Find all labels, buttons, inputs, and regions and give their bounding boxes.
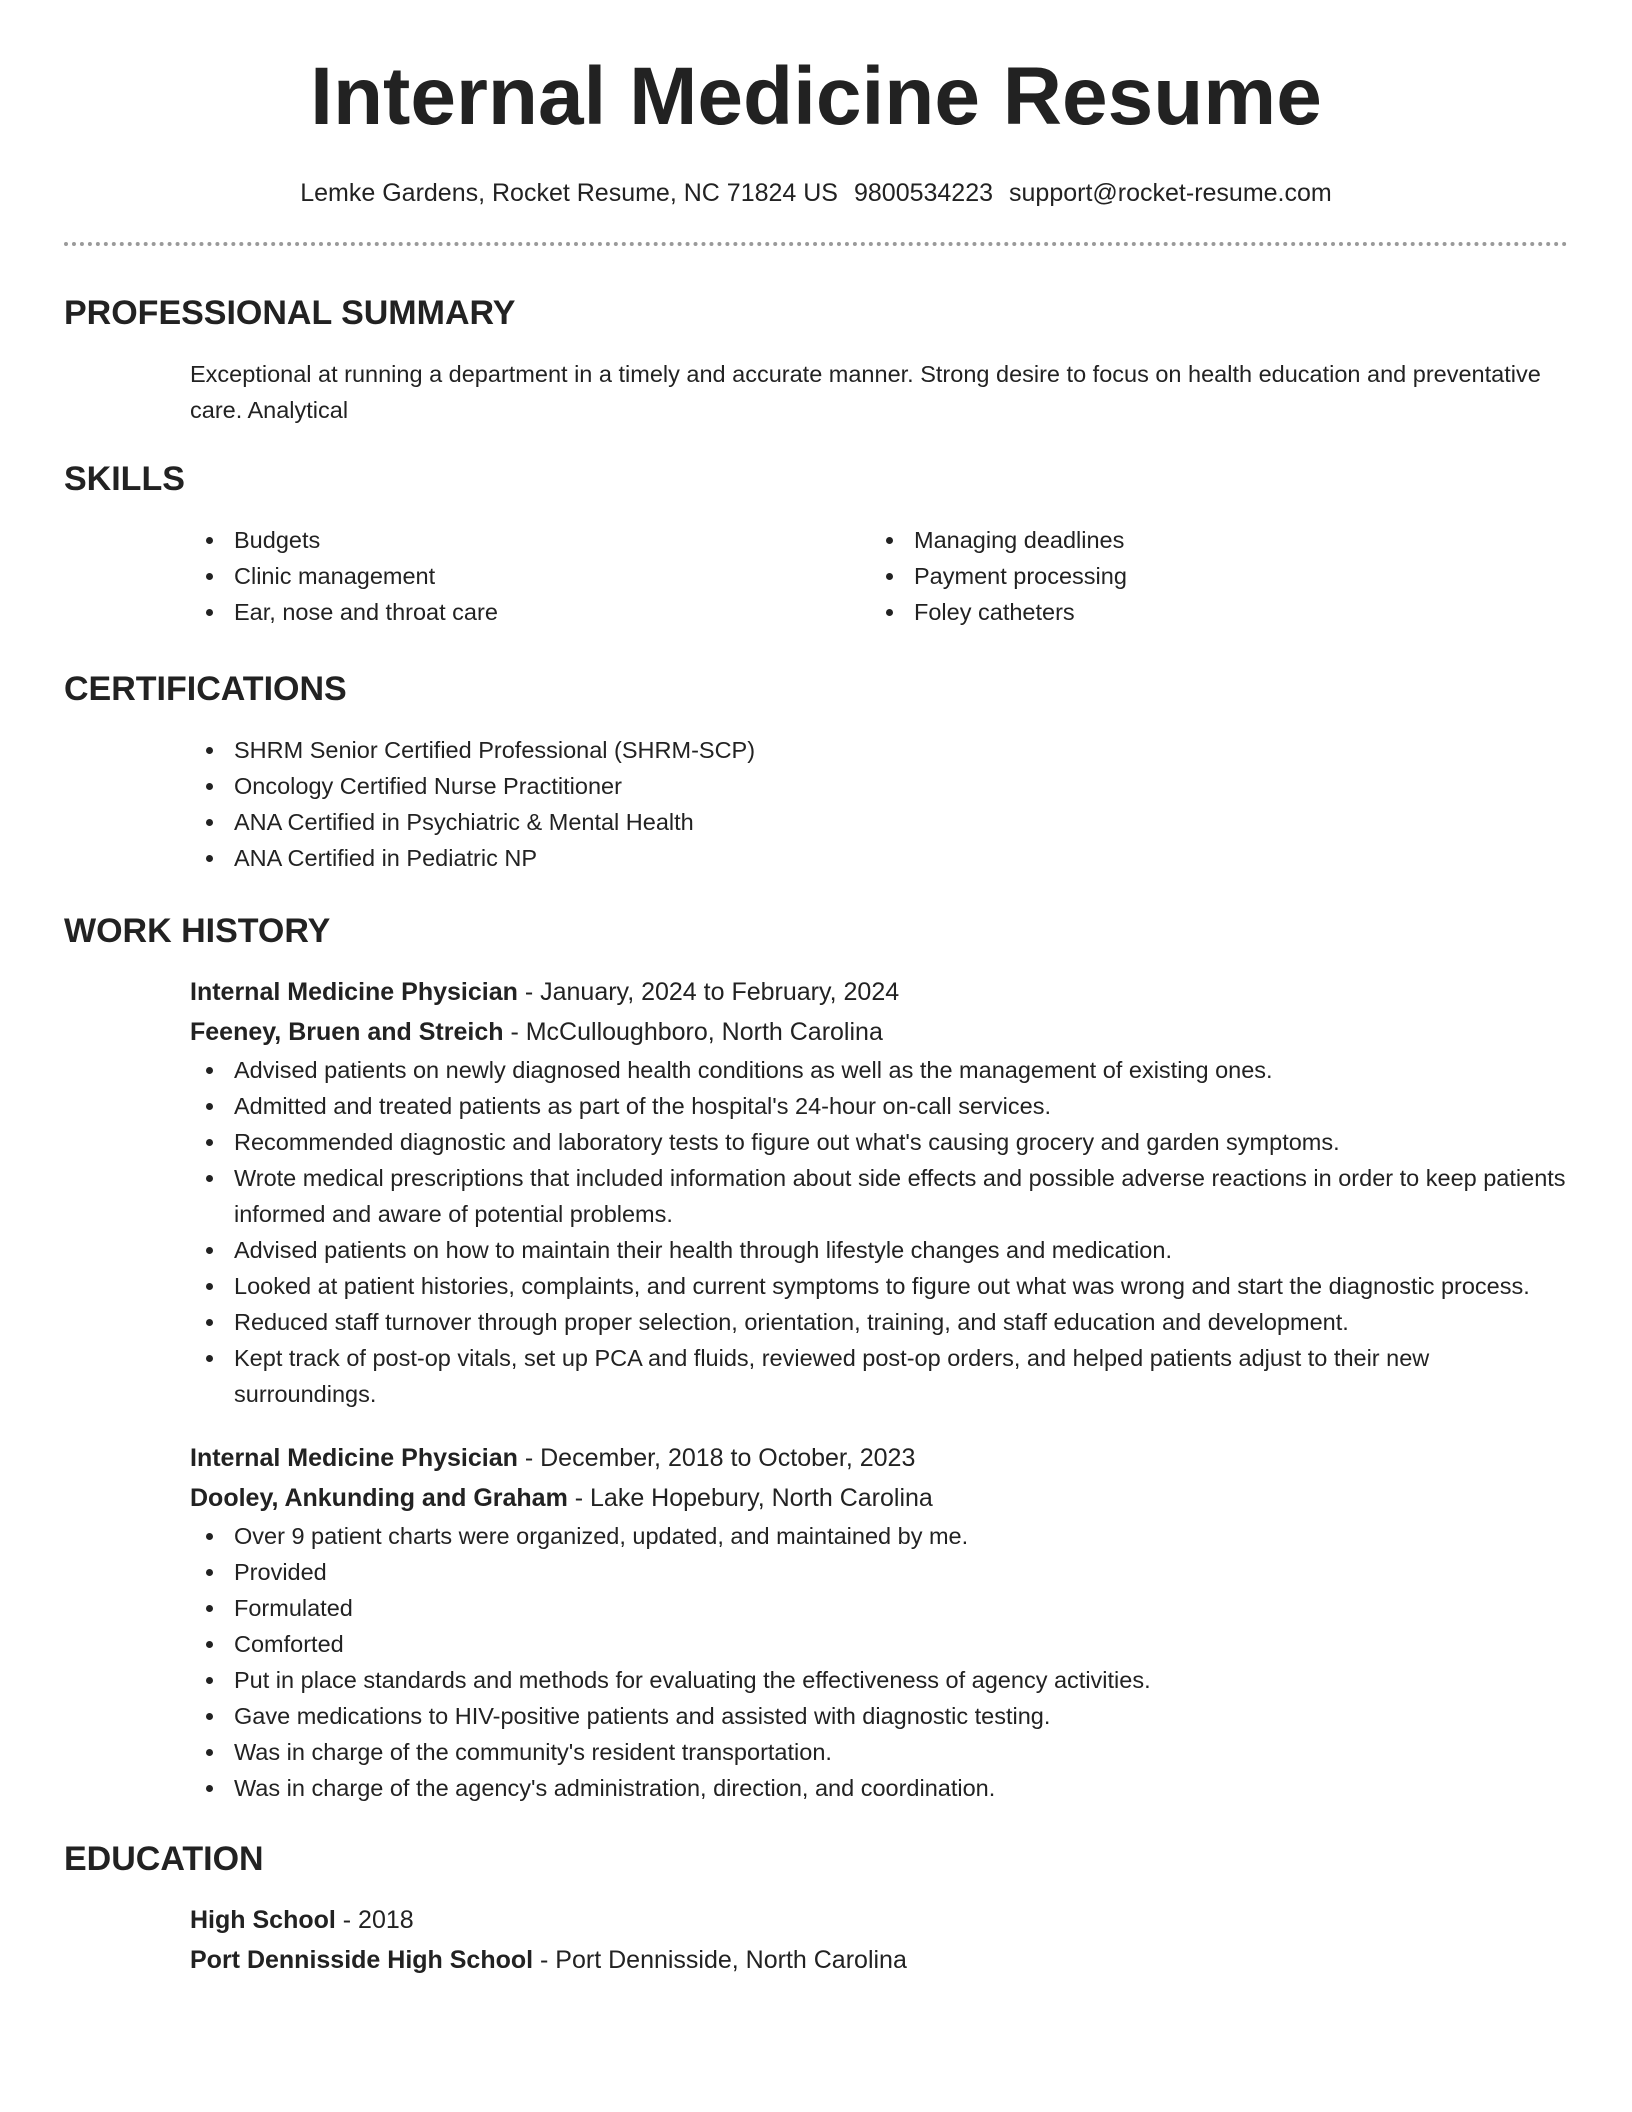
skill-item: Foley catheters [870, 594, 1550, 630]
job-location: - McCulloughboro, North Carolina [503, 1018, 883, 1046]
job-bullet: Advised patients on newly diagnosed health conditions as well as the management of existing ones. [190, 1052, 1568, 1088]
job-entry [190, 972, 1568, 1412]
summary-heading: PROFESSIONAL SUMMARY [64, 294, 516, 332]
job-bullet: Over 9 patient charts were organized, updated, and maintained by me. [190, 1518, 1568, 1554]
skills-column-left [190, 522, 870, 630]
job-bullet: Put in place standards and methods for evaluating the effectiveness of agency activities. [190, 1662, 1568, 1698]
job-dates: - December, 2018 to October, 2023 [517, 1444, 916, 1472]
job-company-line [190, 1478, 1568, 1518]
work-history-heading: WORK HISTORY [64, 912, 331, 950]
job-bullet: Was in charge of the agency's administration, direction, and coordination. [190, 1770, 1568, 1806]
certification-item: ANA Certified in Pediatric NP [190, 840, 1568, 876]
job-bullet: Kept track of post-op vitals, set up PCA and fluids, reviewed post-op orders, and helped patients adjust to their new surroundings. [190, 1340, 1568, 1412]
job-company: Feeney, Bruen and Streich [190, 1018, 504, 1046]
skills-heading: SKILLS [64, 460, 185, 498]
job-role: Internal Medicine Physician [190, 978, 518, 1006]
skill-item: Managing deadlines [870, 522, 1550, 558]
job-bullet: Wrote medical prescriptions that included information about side effects and possible adverse reactions in order to keep patients informed and aware of potential problems. [190, 1160, 1568, 1232]
skills-grid [190, 522, 1568, 630]
skill-item: Payment processing [870, 558, 1550, 594]
certification-item: Oncology Certified Nurse Practitioner [190, 768, 1568, 804]
resume-header [64, 0, 1568, 208]
job-bullets [190, 1518, 1568, 1806]
job-company: Dooley, Ankunding and Graham [190, 1484, 568, 1512]
work-history-section [64, 914, 1568, 1806]
job-location: - Lake Hopebury, North Carolina [567, 1484, 933, 1512]
education-location: - Port Dennisside, North Carolina [533, 1946, 907, 1974]
contact-email: support@rocket-resume.com [1009, 179, 1332, 207]
certifications-section [64, 672, 1568, 876]
certification-item: SHRM Senior Certified Professional (SHRM-SCP) [190, 732, 1568, 768]
certification-item: ANA Certified in Psychiatric & Mental Health [190, 804, 1568, 840]
contact-phone: 9800534223 [853, 179, 994, 207]
job-bullet: Recommended diagnostic and laboratory tests to figure out what's causing grocery and garden symptoms. [190, 1124, 1568, 1160]
job-bullet: Provided [190, 1554, 1568, 1590]
header-divider [64, 242, 1568, 246]
skill-item: Budgets [190, 522, 870, 558]
job-bullet: Advised patients on how to maintain their health through lifestyle changes and medication. [190, 1232, 1568, 1268]
education-heading: EDUCATION [64, 1840, 264, 1878]
education-entry [190, 1900, 1568, 1980]
job-bullets [190, 1052, 1568, 1412]
skills-section [64, 462, 1568, 630]
job-title-line [190, 972, 1568, 1012]
certifications-heading: CERTIFICATIONS [64, 670, 347, 708]
summary-text: Exceptional at running a department in a timely and accurate manner. Strong desire to focus on health education and preventative care. Analytical [190, 361, 1541, 423]
education-school-line [190, 1940, 1568, 1980]
job-company-line [190, 1012, 1568, 1052]
education-degree-line [190, 1900, 1568, 1940]
job-bullet: Formulated [190, 1590, 1568, 1626]
job-bullet: Reduced staff turnover through proper selection, orientation, training, and staff education and development. [190, 1304, 1568, 1340]
job-bullet: Admitted and treated patients as part of the hospital's 24-hour on-call services. [190, 1088, 1568, 1124]
job-title-line [190, 1438, 1568, 1478]
job-bullet: Looked at patient histories, complaints, and current symptoms to figure out what was wrong and start the diagnostic process. [190, 1268, 1568, 1304]
education-year: - 2018 [335, 1906, 414, 1934]
resume-title: Internal Medicine Resume [310, 51, 1322, 142]
job-entry [190, 1438, 1568, 1806]
education-section [64, 1842, 1568, 1980]
job-role: Internal Medicine Physician [190, 1444, 518, 1472]
education-school: Port Dennisside High School [190, 1946, 534, 1974]
job-bullet: Comforted [190, 1626, 1568, 1662]
job-bullet: Gave medications to HIV-positive patients and assisted with diagnostic testing. [190, 1698, 1568, 1734]
contact-address: Lemke Gardens, Rocket Resume, NC 71824 US [300, 179, 838, 207]
contact-line [64, 178, 1568, 208]
skills-column-right [870, 522, 1550, 630]
skill-item: Clinic management [190, 558, 870, 594]
job-dates: - January, 2024 to February, 2024 [517, 978, 900, 1006]
summary-section [64, 296, 1568, 428]
skill-item: Ear, nose and throat care [190, 594, 870, 630]
certifications-list [190, 732, 1568, 876]
education-degree: High School [190, 1906, 336, 1934]
job-bullet: Was in charge of the community's resident transportation. [190, 1734, 1568, 1770]
